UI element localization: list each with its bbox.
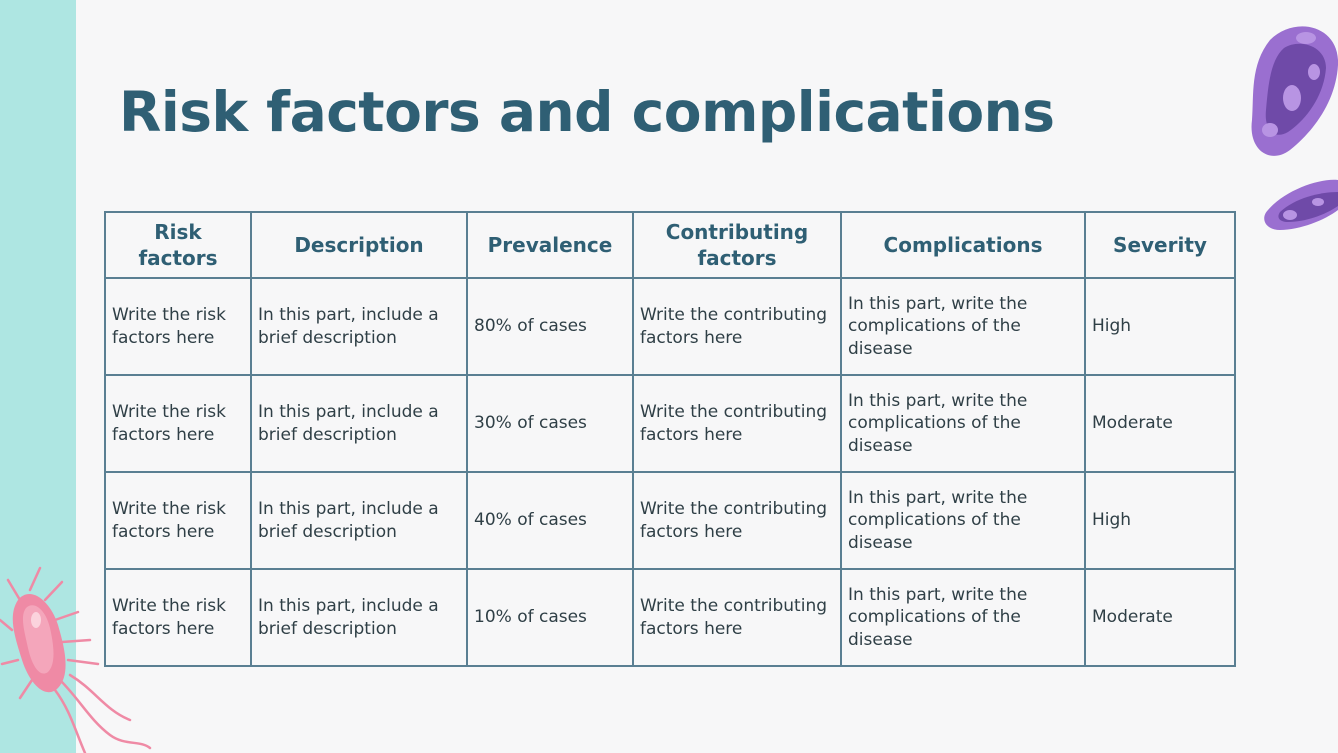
cell-contributing-factors: Write the contributing factors here	[633, 375, 841, 472]
cell-description: In this part, include a brief description	[251, 375, 467, 472]
cell-description: In this part, include a brief description	[251, 569, 467, 666]
table-row	[105, 569, 1235, 666]
header-description: Description	[251, 212, 467, 278]
purple-bacterium-icon	[1240, 20, 1338, 235]
cell-description: In this part, include a brief description	[251, 472, 467, 569]
cell-complications: In this part, write the complications of the disease	[841, 569, 1085, 666]
table-header-row	[105, 212, 1235, 278]
table-row	[105, 472, 1235, 569]
table-row	[105, 375, 1235, 472]
cell-severity: High	[1085, 472, 1235, 569]
table-row	[105, 278, 1235, 375]
cell-contributing-factors: Write the contributing factors here	[633, 278, 841, 375]
cell-complications: In this part, write the complications of the disease	[841, 278, 1085, 375]
header-complications: Complications	[841, 212, 1085, 278]
header-prevalence: Prevalence	[467, 212, 633, 278]
cell-prevalence: 10% of cases	[467, 569, 633, 666]
cell-risk-factor: Write the risk factors here	[105, 569, 251, 666]
cell-complications: In this part, write the complications of the disease	[841, 375, 1085, 472]
risk-factors-table	[104, 211, 1236, 667]
cell-contributing-factors: Write the contributing factors here	[633, 569, 841, 666]
cell-severity: Moderate	[1085, 375, 1235, 472]
cell-complications: In this part, write the complications of the disease	[841, 472, 1085, 569]
cell-severity: High	[1085, 278, 1235, 375]
cell-contributing-factors: Write the contributing factors here	[633, 472, 841, 569]
header-risk-factors: Risk factors	[105, 212, 251, 278]
cell-prevalence: 40% of cases	[467, 472, 633, 569]
cell-risk-factor: Write the risk factors here	[105, 472, 251, 569]
cell-prevalence: 80% of cases	[467, 278, 633, 375]
cell-risk-factor: Write the risk factors here	[105, 375, 251, 472]
header-contributing-factors: Contributing factors	[633, 212, 841, 278]
pink-bacterium-icon	[0, 560, 160, 753]
header-severity: Severity	[1085, 212, 1235, 278]
cell-risk-factor: Write the risk factors here	[105, 278, 251, 375]
cell-severity: Moderate	[1085, 569, 1235, 666]
page-title: Risk factors and complications	[119, 80, 1055, 144]
cell-description: In this part, include a brief description	[251, 278, 467, 375]
cell-prevalence: 30% of cases	[467, 375, 633, 472]
